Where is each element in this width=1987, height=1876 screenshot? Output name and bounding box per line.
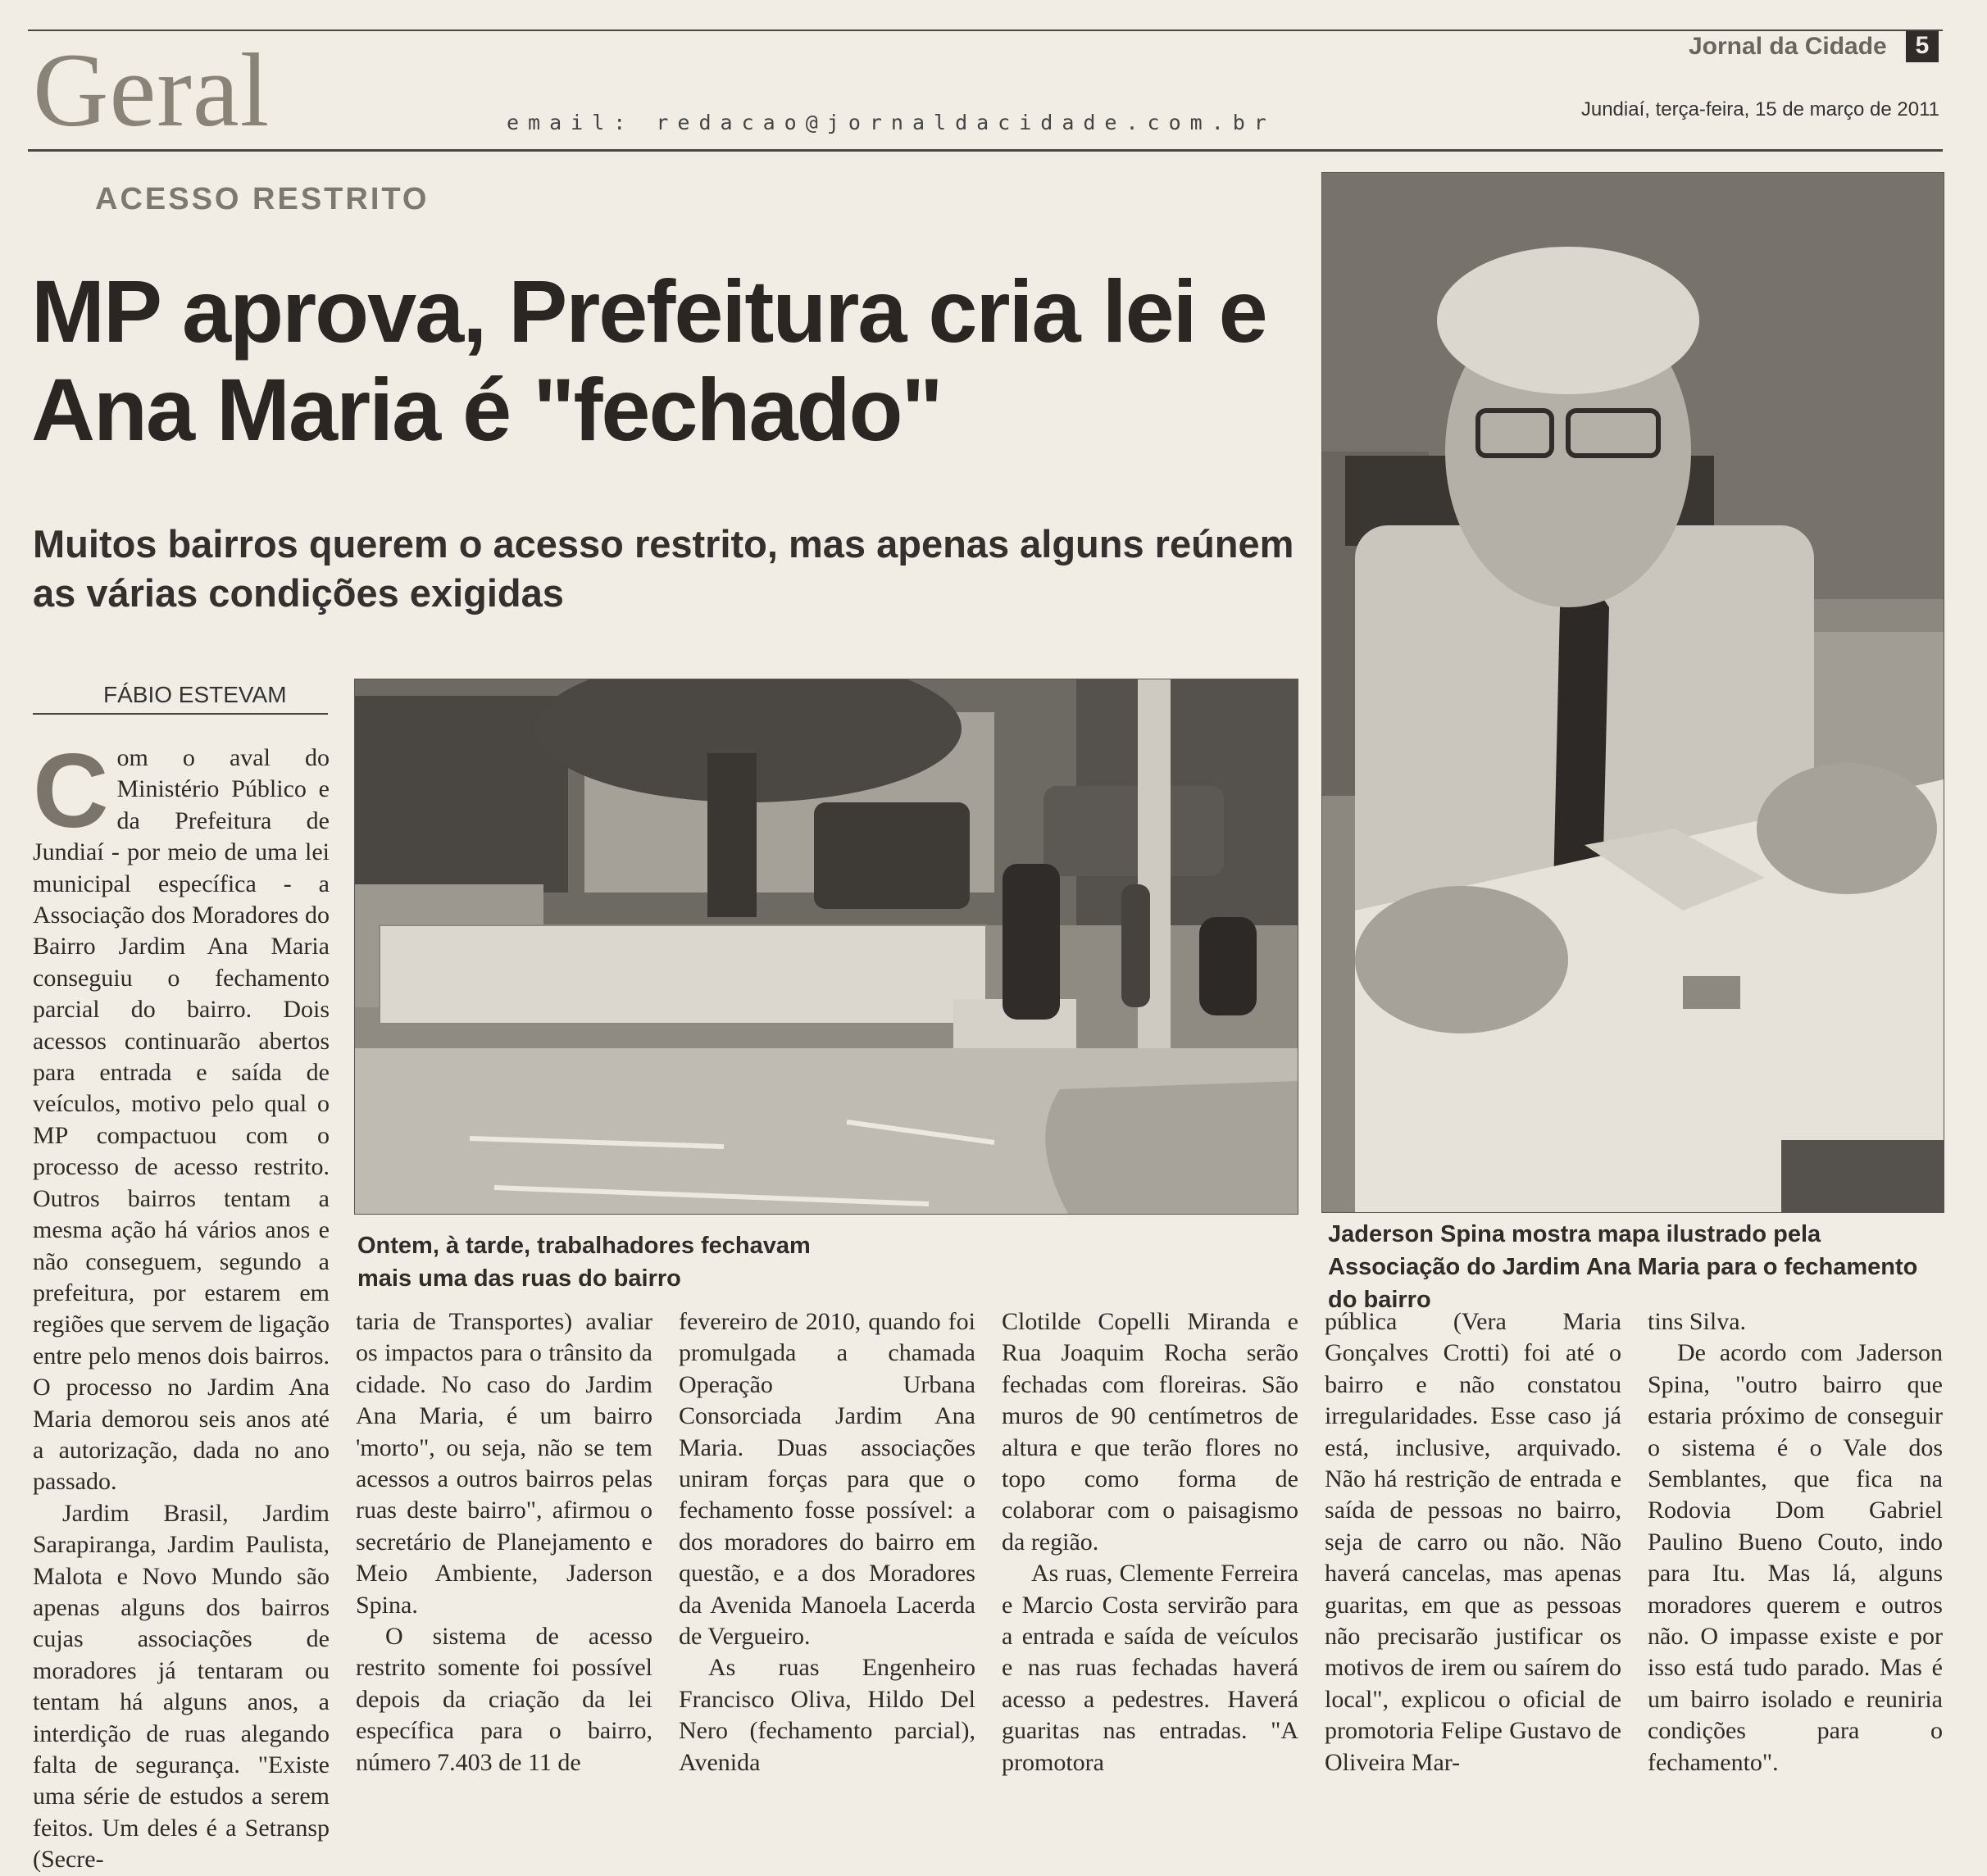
- byline: FÁBIO ESTEVAM: [103, 682, 287, 707]
- article-paragraph: Clotilde Copelli Miranda e Rua Joaquim Rocha serão fechadas com floreiras. São muros de 90 centímetros de altura e que terão flores no topo como forma de colaborar com o paisagismo da região.: [1002, 1308, 1298, 1556]
- article-paragraph: taria de Transportes) avaliar os impactos para o trânsito da cidade. No caso do Jardim Ana Maria, é um bairro 'morto", ou seja, não se tem acessos a outros bairros pelas ruas deste bairro", afirmou o secretário de Planejamento e Meio Ambiente, Jaderson Spina.: [356, 1308, 652, 1619]
- article-paragraph: tins Silva.: [1648, 1308, 1747, 1335]
- byline-rule: [33, 713, 328, 715]
- paragraph-text: om o aval do Ministério Público e da Prefeitura de Jundiaí - por meio de uma lei municipal específica - a Associação dos Moradores do Bairro Jardim Ana Maria conseguiu o fechamento parcial do bairro. Dois acessos continuarão abertos para entrada e saída de veículos, motivo pelo qual o MP compactuou com o processo de acesso restrito. Outros bairros tentam a mesma ação há vários anos e não conseguem, segundo a prefeitura, por estarem em regiões que servem de ligação entre pelo menos dois bairros. O processo no Jardim Ana Maria demorou seis anos até a autorização, dada no ano passado.: [33, 744, 330, 1496]
- dateline: Jundiaí, terça-feira, 15 de março de 2011: [1580, 98, 1939, 120]
- article-paragraph: [33, 733, 330, 1498]
- article-paragraph: pública (Vera Maria Gonçalves Crotti) foi até o bairro e não constatou irregularidades. Esse caso já está, inclusive, arquivado. Não há restrição de entrada e saída de pessoas no bairro, seja de carro ou não. Não haverá cancelas, mas apenas guaritas, em que as pessoas não precisarão justificar os motivos de irem ou saírem do local", explicou o oficial de promotoria Felipe Gustavo de Oliveira Mar-: [1325, 1308, 1621, 1776]
- header-bottom-rule: [28, 149, 1943, 152]
- article-headline: MP aprova, Prefeitura cria lei e Ana Maria é "fechado": [31, 261, 1266, 459]
- contact-email: email: redacao@jornaldacidade.com.br: [507, 111, 1275, 134]
- article-paragraph: De acordo com Jaderson Spina, "outro bairro que estaria próximo de conseguir o sistema é o Vale dos Semblantes, que fica na Rodovia Dom Gabriel Paulino Bueno Couto, indo para Itu. Mas lá, alguns moradores querem e outros não. O impasse existe e por isso está tudo parado. Mas é um bairro isolado e reuniria condições para o fechamento".: [1648, 1339, 1943, 1776]
- article-column-6: [1648, 1306, 1943, 1778]
- article-subhead: Muitos bairros querem o acesso restrito, mas apenas alguns reúnem as várias condições exigidas: [33, 522, 1294, 615]
- page-number: 5: [1906, 30, 1939, 62]
- article-paragraph: fevereiro de 2010, quando foi promulgada a chamada Operação Urbana Consorciada Jardim Ana Maria. Duas associações uniram forças para que o fechamento fosse possível: a dos moradores do bairro em questão, e a dos Moradores da Avenida Manoela Lacerda de Vergueiro.: [679, 1308, 975, 1651]
- portrait-photo-caption: Jaderson Spina mostra mapa ilustrado pela Associação do Jardim Ana Maria para o fechamento do bairro: [1328, 1221, 1918, 1313]
- article-paragraph: As ruas Engenheiro Francisco Oliva, Hildo Del Nero (fechamento parcial), Avenida: [679, 1654, 975, 1776]
- street-photo-caption: Ontem, à tarde, trabalhadores fechavam mais uma das ruas do bairro: [357, 1233, 811, 1292]
- article-kicker: ACESSO RESTRITO: [95, 182, 430, 216]
- article-column-4: [1002, 1306, 1298, 1778]
- article-paragraph: As ruas, Clemente Ferreira e Marcio Costa servirão para a entrada e saída de veículos e nas ruas fechadas haverá acesso a pedestres. Haverá guaritas nas entradas. "A promotora: [1002, 1560, 1298, 1776]
- section-title: Geral: [33, 32, 271, 148]
- article-column-5: [1325, 1306, 1621, 1778]
- portrait-photo-image: [1322, 173, 1944, 1212]
- article-column-2: [356, 1306, 652, 1778]
- article-column-1: [33, 733, 330, 1876]
- portrait-photo: [1321, 172, 1944, 1213]
- drop-cap: C: [33, 733, 109, 850]
- article-paragraph: Jardim Brasil, Jardim Sarapiranga, Jardim Paulista, Malota e Novo Mundo são apenas alguns dos bairros cujas associações de moradores já tentaram ou tentam há alguns anos, a interdição de ruas alegando falta de segurança. "Existe uma série de estudos a serem feitos. Um deles é a Setransp (Secre-: [33, 1499, 330, 1874]
- street-photo: [354, 679, 1298, 1215]
- newspaper-name: Jornal da Cidade: [1689, 33, 1887, 60]
- article-paragraph: O sistema de acesso restrito somente foi possível depois da criação da lei específica para o bairro, número 7.403 de 11 de: [356, 1623, 652, 1776]
- street-photo-image: [355, 679, 1298, 1214]
- header-top-rule: [28, 30, 1943, 31]
- article-column-3: [679, 1306, 975, 1778]
